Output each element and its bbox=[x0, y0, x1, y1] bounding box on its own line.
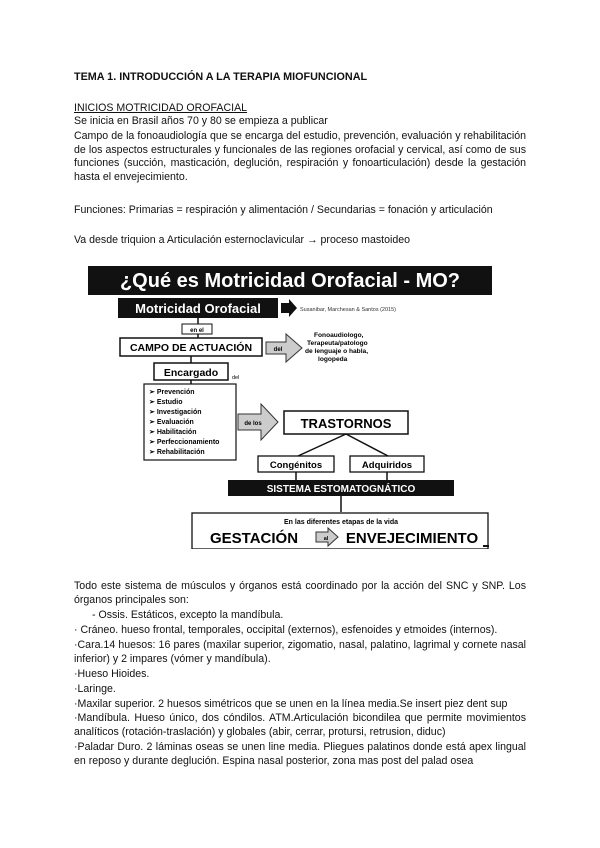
label-del: del bbox=[273, 347, 283, 353]
label-al: al bbox=[323, 536, 329, 542]
list-item-paladar: ·Paladar Duro. 2 láminas oseas se unen line media. Pliegues palatinos donde está apex lingual en reposo y durante deglución. Espina nasal posterior, zona mas post del palad osea bbox=[74, 741, 526, 767]
paragraph-funciones: Funciones: Primarias = respiración y alimentación / Secundarias = fonación y articulación bbox=[74, 204, 493, 216]
box-encargado-label: Encargado bbox=[163, 367, 219, 379]
professional-line-1: Fonoaudiologo, bbox=[314, 332, 364, 339]
box-trastornos-label: TRASTORNOS bbox=[300, 416, 392, 431]
document-title: TEMA 1. INTRODUCCIÓN A LA TERAPIA MIOFUNCIONAL bbox=[74, 71, 368, 83]
etapas-label: En las diferentes etapas de la vida bbox=[284, 519, 398, 526]
task-item: ➢ Prevención bbox=[149, 389, 195, 396]
box-campo-actuacion-label: CAMPO DE ACTUACIÓN bbox=[129, 342, 253, 354]
task-item: ➢ Evaluación bbox=[149, 419, 194, 426]
citation: Susanibar, Marchesan & Santos (2015) bbox=[300, 307, 397, 313]
paragraph-brasil: Se inicia en Brasil años 70 y 80 se empieza a publicar bbox=[74, 115, 328, 127]
task-item: ➢ Rehabilitación bbox=[149, 449, 205, 456]
section-heading: INICIOS MOTRICIDAD OROFACIAL bbox=[74, 102, 248, 114]
box-congenitos-label: Congénitos bbox=[269, 460, 323, 471]
list-item-hioides: ·Hueso Hioides. bbox=[74, 668, 150, 680]
label-de-los: de los bbox=[244, 421, 262, 427]
paragraph-campo: Campo de la fonoaudiología que se encarga del estudio, prevención, evaluación y rehabilitación de los aspectos estructurales y funcionales de las regiones orofacial y cervical, así como de sus funciones (succión, masticación, deglución, respiración y fonoarticulación) desde la gestación hasta el envejecimiento. bbox=[74, 130, 526, 183]
task-item: ➢ Habilitación bbox=[149, 429, 197, 436]
list-item-laringe: ·Laringe. bbox=[74, 683, 116, 695]
motricidad-orofacial-diagram bbox=[88, 266, 492, 549]
list-item-mandibula: ·Mandíbula. Hueso único, dos cóndilos. ATM.Articulación bicondilea que permite movimientos analíticos (rotación-traslación) y globales (abir, cerrar, protursi, retrusion, diduc) bbox=[74, 712, 526, 738]
arrow-citation bbox=[281, 299, 297, 317]
paragraph-sistema: Todo este sistema de músculos y órganos está coordinado por la acción del SNC y SNP. Los órganos principales son: bbox=[74, 580, 526, 606]
list-item-maxilar: ·Maxilar superior. 2 huesos simétricos que se unen en la línea media.Se insert piez dent sup bbox=[74, 698, 508, 710]
task-item: ➢ Perfeccionamiento bbox=[149, 439, 220, 446]
gestacion-label: GESTACIÓN bbox=[209, 530, 299, 547]
arrow-del bbox=[266, 334, 302, 362]
label-en-el: en el bbox=[190, 328, 204, 334]
box-adquiridos-label: Adquiridos bbox=[361, 460, 413, 471]
list-item-ossis: - Ossis. Estáticos, excepto la mandíbula. bbox=[92, 609, 284, 621]
diagram-banner-text: ¿Qué es Motricidad Orofacial - MO? bbox=[119, 270, 461, 292]
list-item-cara: ·Cara.14 huesos: 16 pares (maxilar superior, zigomatio, nasal, palatino, lagrimal y cornete nasal inferior) y 2 impares (vómer y mandíbula). bbox=[74, 639, 526, 665]
task-item: ➢ Estudio bbox=[149, 399, 183, 406]
paragraph-triquion: Va desde triquion a Articulación esternoclavicular → proceso mastoideo bbox=[74, 234, 411, 246]
label-del-2: del bbox=[232, 375, 240, 381]
box-sistema-label: SISTEMA ESTOMATOGNÁTICO bbox=[266, 484, 416, 495]
box-motricidad-orofacial-label: Motricidad Orofacial bbox=[135, 301, 261, 316]
task-item: ➢ Investigación bbox=[149, 409, 202, 416]
professional-line-2: Terapeuta/patologo bbox=[307, 340, 368, 347]
professional-line-3: de lenguaje o habla, bbox=[305, 348, 369, 355]
professional-line-4: logopeda bbox=[318, 356, 348, 363]
envejecimiento-label: ENVEJECIMIENTO bbox=[345, 530, 479, 547]
list-item-craneo: · Cráneo. hueso frontal, temporales, occipital (externos), esfenoides y etmoides (internos). bbox=[74, 624, 498, 636]
